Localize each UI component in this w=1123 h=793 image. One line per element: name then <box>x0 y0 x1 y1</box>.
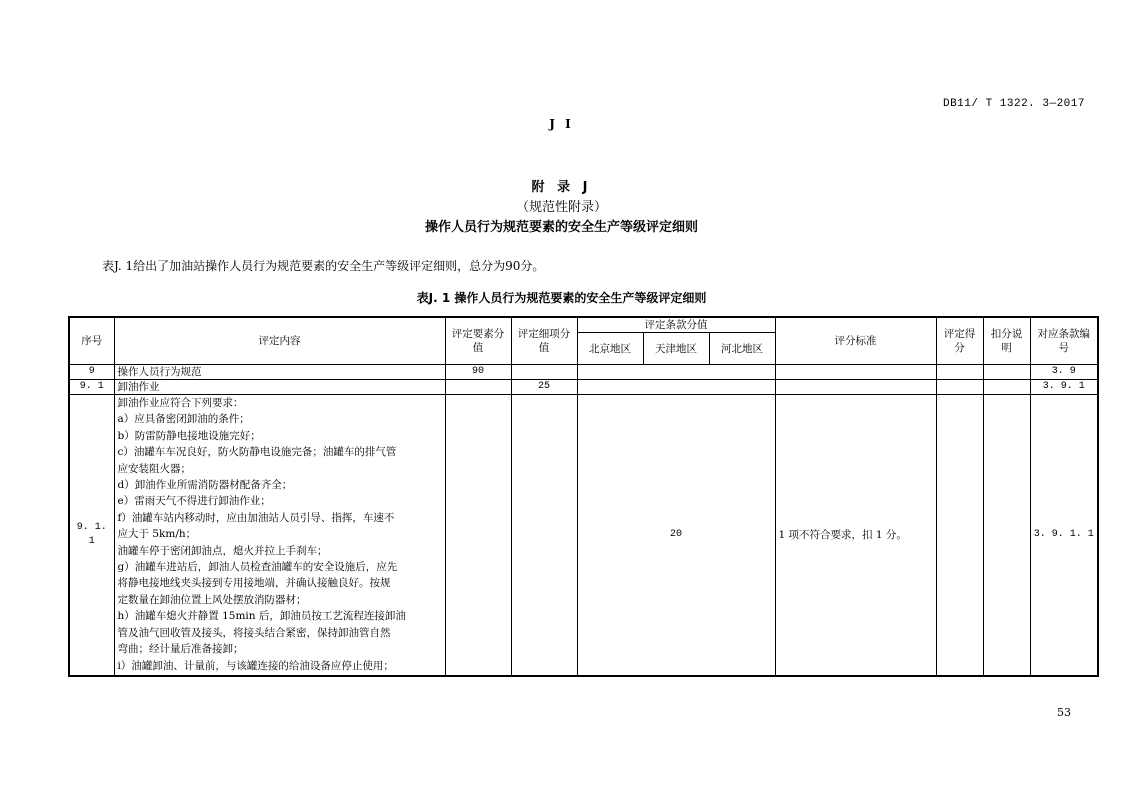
table-row <box>69 380 1098 395</box>
row-content-requirements <box>114 395 445 677</box>
row-content: 卸油作业 <box>114 380 445 395</box>
row-element-score <box>445 395 511 677</box>
table-row <box>69 395 1098 677</box>
header-tianjin: 天津地区 <box>643 333 709 365</box>
header-item-score: 评定细项分值 <box>511 317 577 365</box>
row-item-score: 25 <box>511 380 577 395</box>
requirement-line: 应安装阻火器； <box>117 462 191 475</box>
row-content: 操作人员行为规范 <box>114 365 445 380</box>
row-element-score: 90 <box>445 365 511 380</box>
header-element-score: 评定要素分值 <box>445 317 511 365</box>
row-got <box>936 395 983 677</box>
standard-code: DB11/ T 1322. 3—2017 <box>942 98 1085 110</box>
appendix-nature: （规范性附录） <box>515 200 607 215</box>
header-beijing: 北京地区 <box>577 333 643 365</box>
row-deduct <box>983 365 1030 380</box>
requirement-line: c）油罐车车况良好，防火防静电设施完备；油罐车的排气管 <box>117 446 397 459</box>
row-element-score <box>445 380 511 395</box>
row-item-score <box>511 365 577 380</box>
header-hebei: 河北地区 <box>709 333 775 365</box>
row-item-score <box>511 395 577 677</box>
row-ref: 3. 9. 1. 1 <box>1030 395 1098 677</box>
row-deduct <box>983 395 1030 677</box>
requirement-line: 应大于 5km/h； <box>117 528 197 541</box>
requirement-line: i）油罐卸油、计量前，与该罐连接的给油设备应停止使用； <box>117 659 394 672</box>
header-seq: 序号 <box>69 317 114 365</box>
requirement-line: a）应具备密闭卸油的条件； <box>117 413 250 426</box>
row-standard: 1 项不符合要求，扣 1 分。 <box>775 395 936 677</box>
row-clause-score <box>577 380 775 395</box>
row-standard <box>775 365 936 380</box>
header-content: 评定内容 <box>114 317 445 365</box>
appendix-name: 操作人员行为规范要素的安全生产等级评定细则 <box>424 220 698 235</box>
requirement-line: f）油罐车站内移动时，应由加油站人员引导、指挥，车速不 <box>117 511 395 524</box>
evaluation-table <box>68 316 1099 677</box>
row-got <box>936 365 983 380</box>
requirement-line: b）防雷防静电接地设施完好； <box>117 429 261 442</box>
row-seq: 9. 1 <box>69 380 114 395</box>
header-ref: 对应条款编号 <box>1030 317 1098 365</box>
row-clause-score: 20 <box>577 395 775 677</box>
row-got <box>936 380 983 395</box>
requirement-line: 将静电接地线夹头接到专用接地端，并确认接触良好。按规 <box>117 577 391 590</box>
row-deduct <box>983 380 1030 395</box>
appendix-title: 附 录 J <box>531 180 592 195</box>
table-row <box>69 365 1098 380</box>
requirement-line: g）油罐车进站后，卸油人员检查油罐车的安全设施后，应先 <box>117 561 398 574</box>
requirement-line: 油罐车停于密闭卸油点，熄火并拉上手刹车； <box>117 544 328 557</box>
page-number: 53 <box>1057 706 1071 719</box>
row-clause-score <box>577 365 775 380</box>
requirement-line: e）雷雨天气不得进行卸油作业； <box>117 495 271 508</box>
header-deduct: 扣分说明 <box>983 317 1030 365</box>
table-caption: 表J. 1 操作人员行为规范要素的安全生产等级评定细则 <box>416 291 707 305</box>
requirement-line: d）卸油作业所需消防器材配备齐全； <box>117 479 293 492</box>
requirement-line: 定数量在卸油位置上风处摆放消防器材； <box>117 593 307 606</box>
header-clause-score: 评定条款分值 <box>577 317 775 333</box>
chapter-mark: J I <box>549 117 574 131</box>
row-ref: 3. 9 <box>1030 365 1098 380</box>
header-row-1 <box>69 317 1098 333</box>
header-standard: 评分标准 <box>775 317 936 365</box>
requirement-line: h）油罐车熄火并静置 15min 后，卸油员按工艺流程连接卸油 <box>117 610 406 623</box>
intro-paragraph: 表J. 1给出了加油站操作人员行为规范要素的安全生产等级评定细则，总分为90分。 <box>102 259 545 273</box>
row-ref: 3. 9. 1 <box>1030 380 1098 395</box>
requirement-line: 管及油气回收管及接头，将接头结合紧密，保持卸油管自然 <box>117 626 391 639</box>
row-standard <box>775 380 936 395</box>
row-seq: 9 <box>69 365 114 380</box>
header-got: 评定得分 <box>936 317 983 365</box>
requirement-line: 卸油作业应符合下列要求： <box>117 397 244 409</box>
requirement-line: 弯曲；经计量后准备接卸； <box>117 643 244 656</box>
row-seq: 9. 1. 1 <box>69 395 114 677</box>
